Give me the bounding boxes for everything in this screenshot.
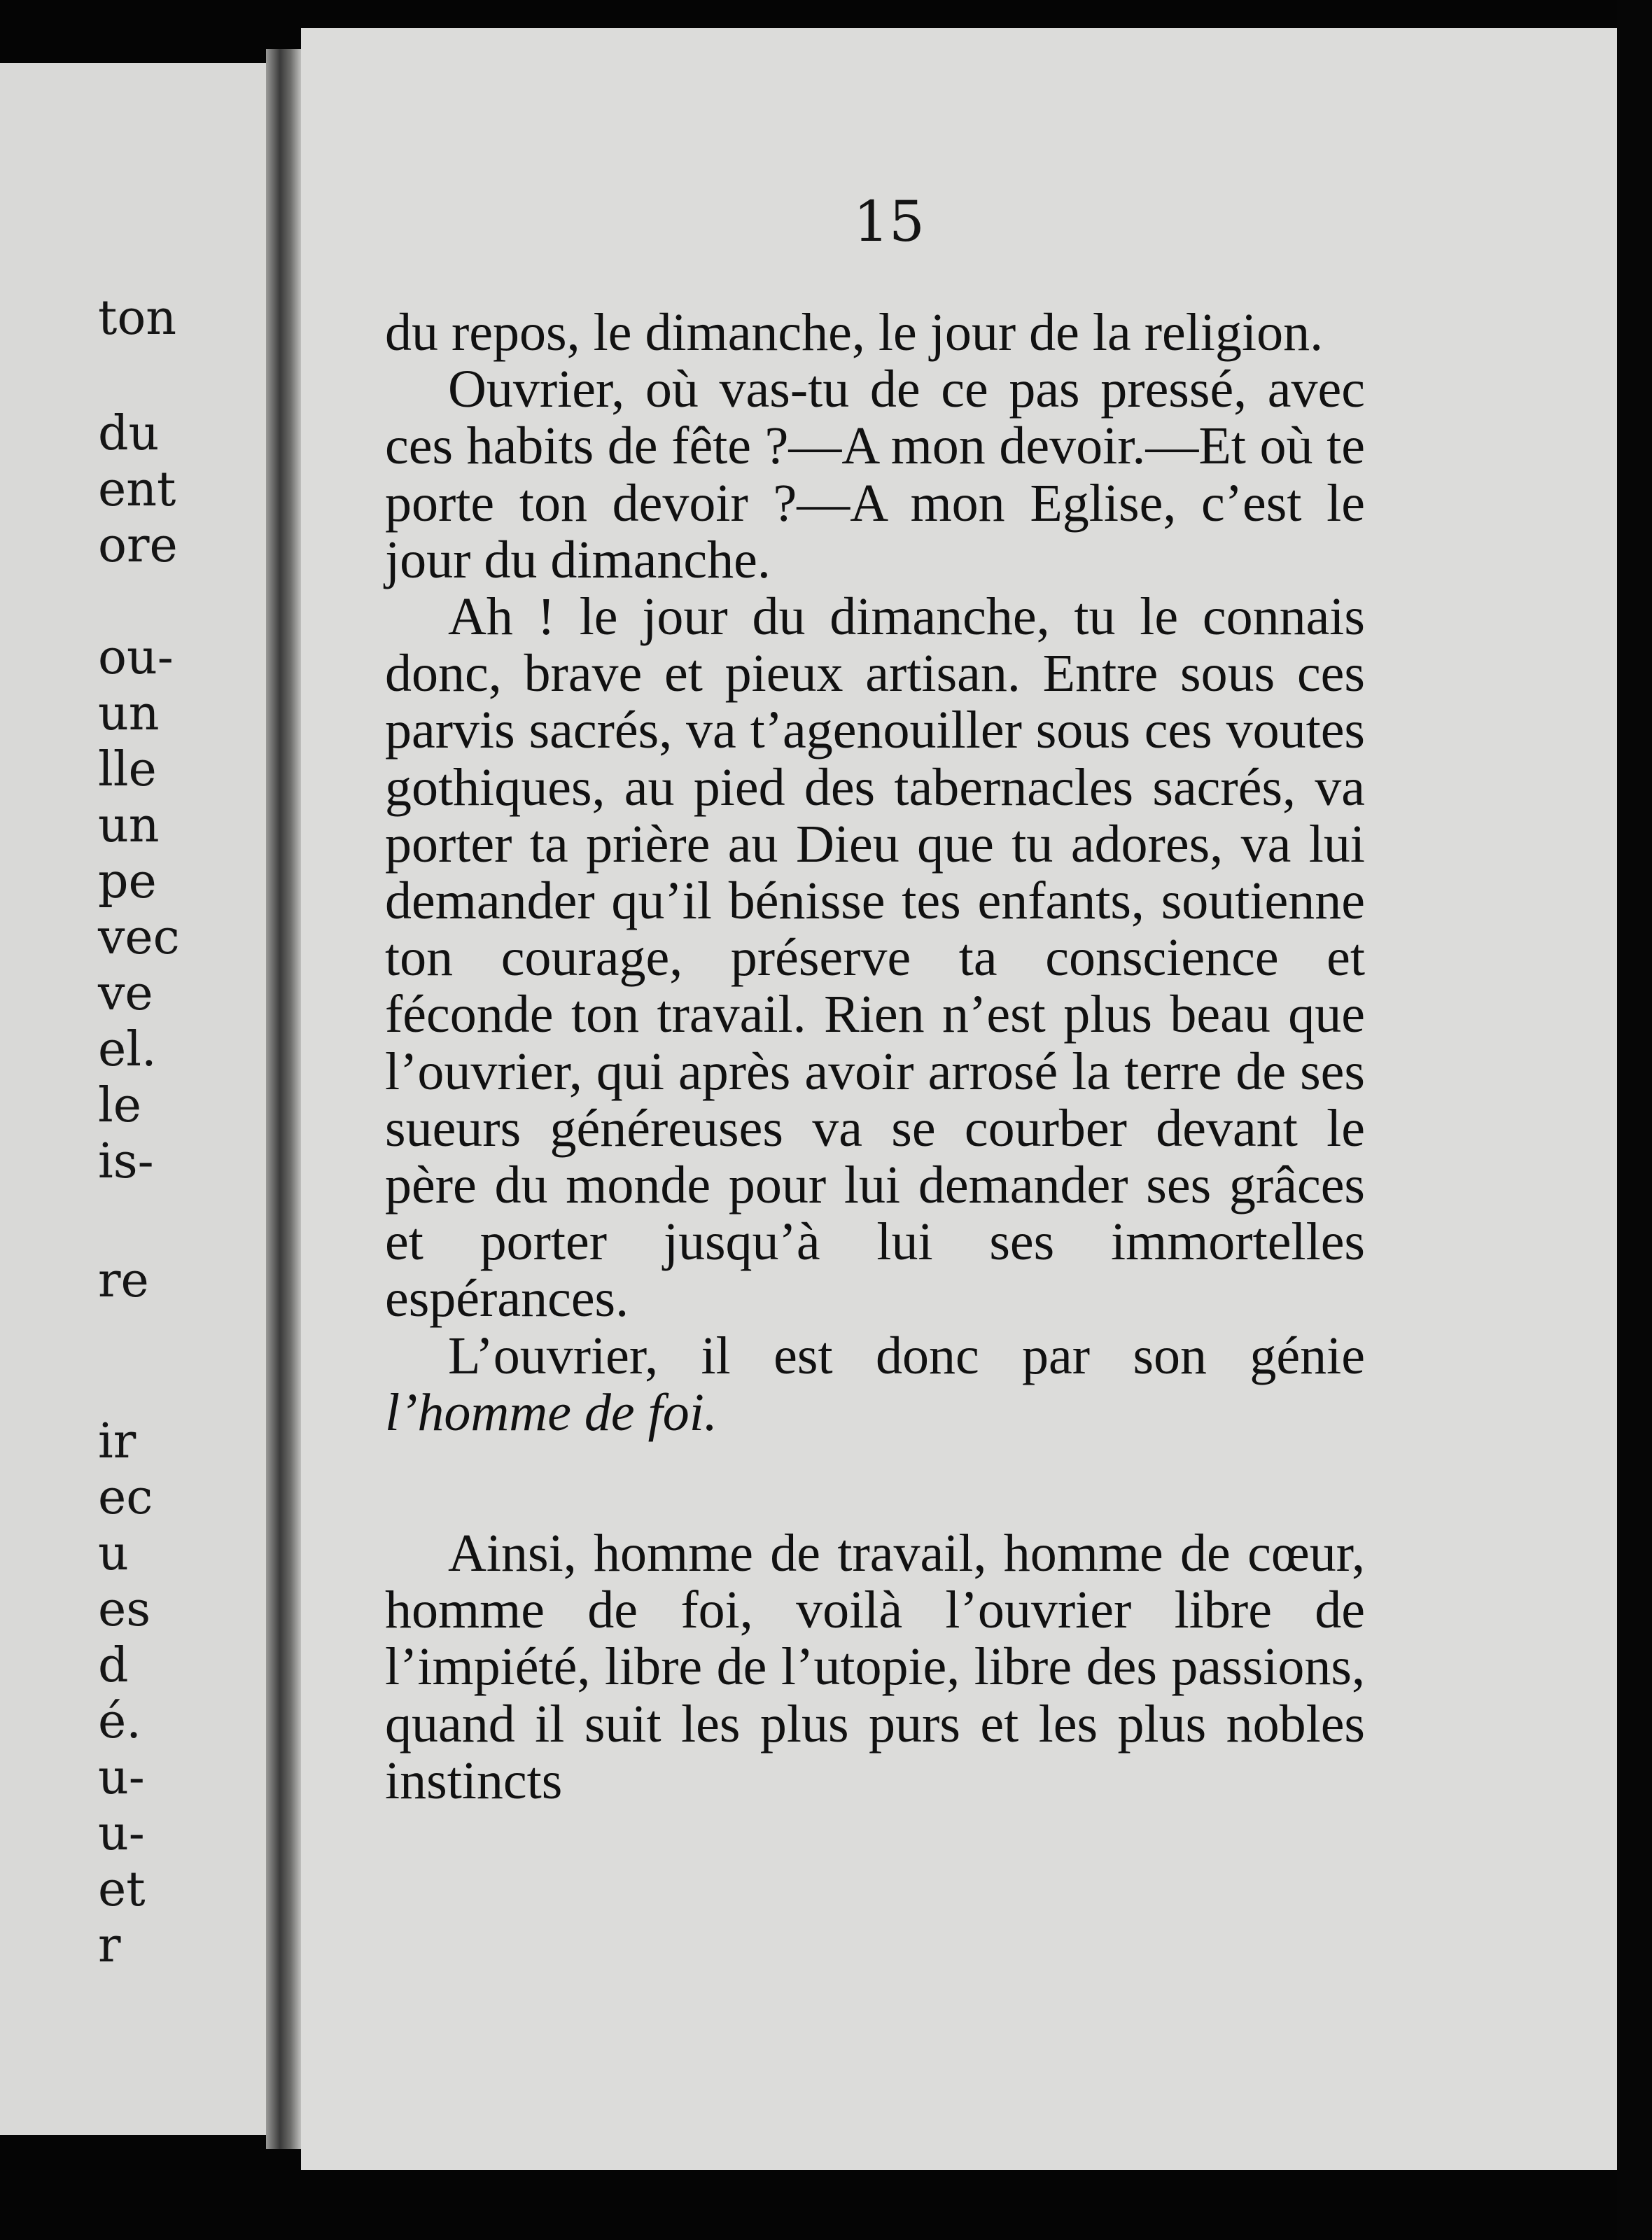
book-gutter — [266, 49, 301, 2149]
fragment-line: un — [98, 798, 160, 853]
fragment-line: u- — [98, 1750, 145, 1805]
fragment-line: ent — [98, 462, 176, 517]
fragment-line: vec — [98, 910, 180, 965]
fragment-line: ton — [98, 290, 177, 346]
fragment-line: re — [98, 1253, 149, 1308]
fragment-line: d — [98, 1638, 129, 1693]
italic-phrase: l’homme de foi. — [385, 1382, 718, 1442]
fragment-line: u — [98, 1526, 129, 1581]
scan-border-right — [1617, 0, 1652, 2240]
paragraph — [385, 1328, 1365, 1441]
previous-page-edge — [0, 63, 266, 2135]
paragraph: Ouvrier, où vas-tu de ce pas pressé, avec ces habits de fête ?—A mon devoir.—Et où te porte ton devoir ?—A mon Eglise, c’est le jour du dimanche. — [385, 360, 1365, 589]
fragment-line: é. — [98, 1694, 141, 1749]
paragraph-text: L’ouvrier, il est donc par son génie — [448, 1326, 1365, 1385]
paragraph: Ainsi, homme de travail, homme de cœur, homme de foi, voilà l’ouvrier libre de l’impiété, libre de l’utopie, libre des passions, quand il suit les plus purs et les plus nobles instincts — [385, 1524, 1365, 1810]
fragment-line: du — [98, 406, 160, 461]
fragment-line: el. — [98, 1022, 157, 1077]
fragment-line: ou- — [98, 630, 174, 685]
fragment-line: is- — [98, 1134, 154, 1189]
page-body — [385, 304, 1365, 1809]
paragraph: Ah ! le jour du dimanche, tu le connais donc, brave et pieux artisan. Entre sous ces parvis sacrés, va t’agenouiller sous ces voutes gothiques, au pied des tabernacles sacrés, va porter ta prière au Dieu que tu adores, va lui demander qu’il bénisse tes enfants, soutienne ton courage, préserve ta conscience et féconde ton travail. Rien n’est plus beau que l’ouvrier, qui après avoir arrosé la terre de ses sueurs généreuses va se courber devant le père du monde pour lui demander ses grâces et porter jusqu’à lui ses immortelles espérances. — [385, 587, 1365, 1329]
fragment-line: ore — [98, 518, 178, 573]
fragment-line: r — [98, 1918, 121, 1973]
fragment-line: le — [98, 1078, 141, 1133]
page-number: 15 — [853, 189, 925, 254]
fragment-line: ve — [98, 966, 153, 1021]
fragment-line: ir — [98, 1414, 136, 1469]
paragraph: du repos, le dimanche, le jour de la religion. — [385, 303, 1324, 362]
fragment-line: es — [98, 1582, 151, 1637]
fragment-line: pe — [98, 854, 157, 909]
fragment-line: u- — [98, 1806, 145, 1861]
book-page — [301, 28, 1617, 2170]
fragment-line: ec — [98, 1470, 153, 1525]
fragment-line: lle — [98, 742, 157, 797]
fragment-line: un — [98, 686, 160, 741]
fragment-line: et — [98, 1862, 146, 1917]
